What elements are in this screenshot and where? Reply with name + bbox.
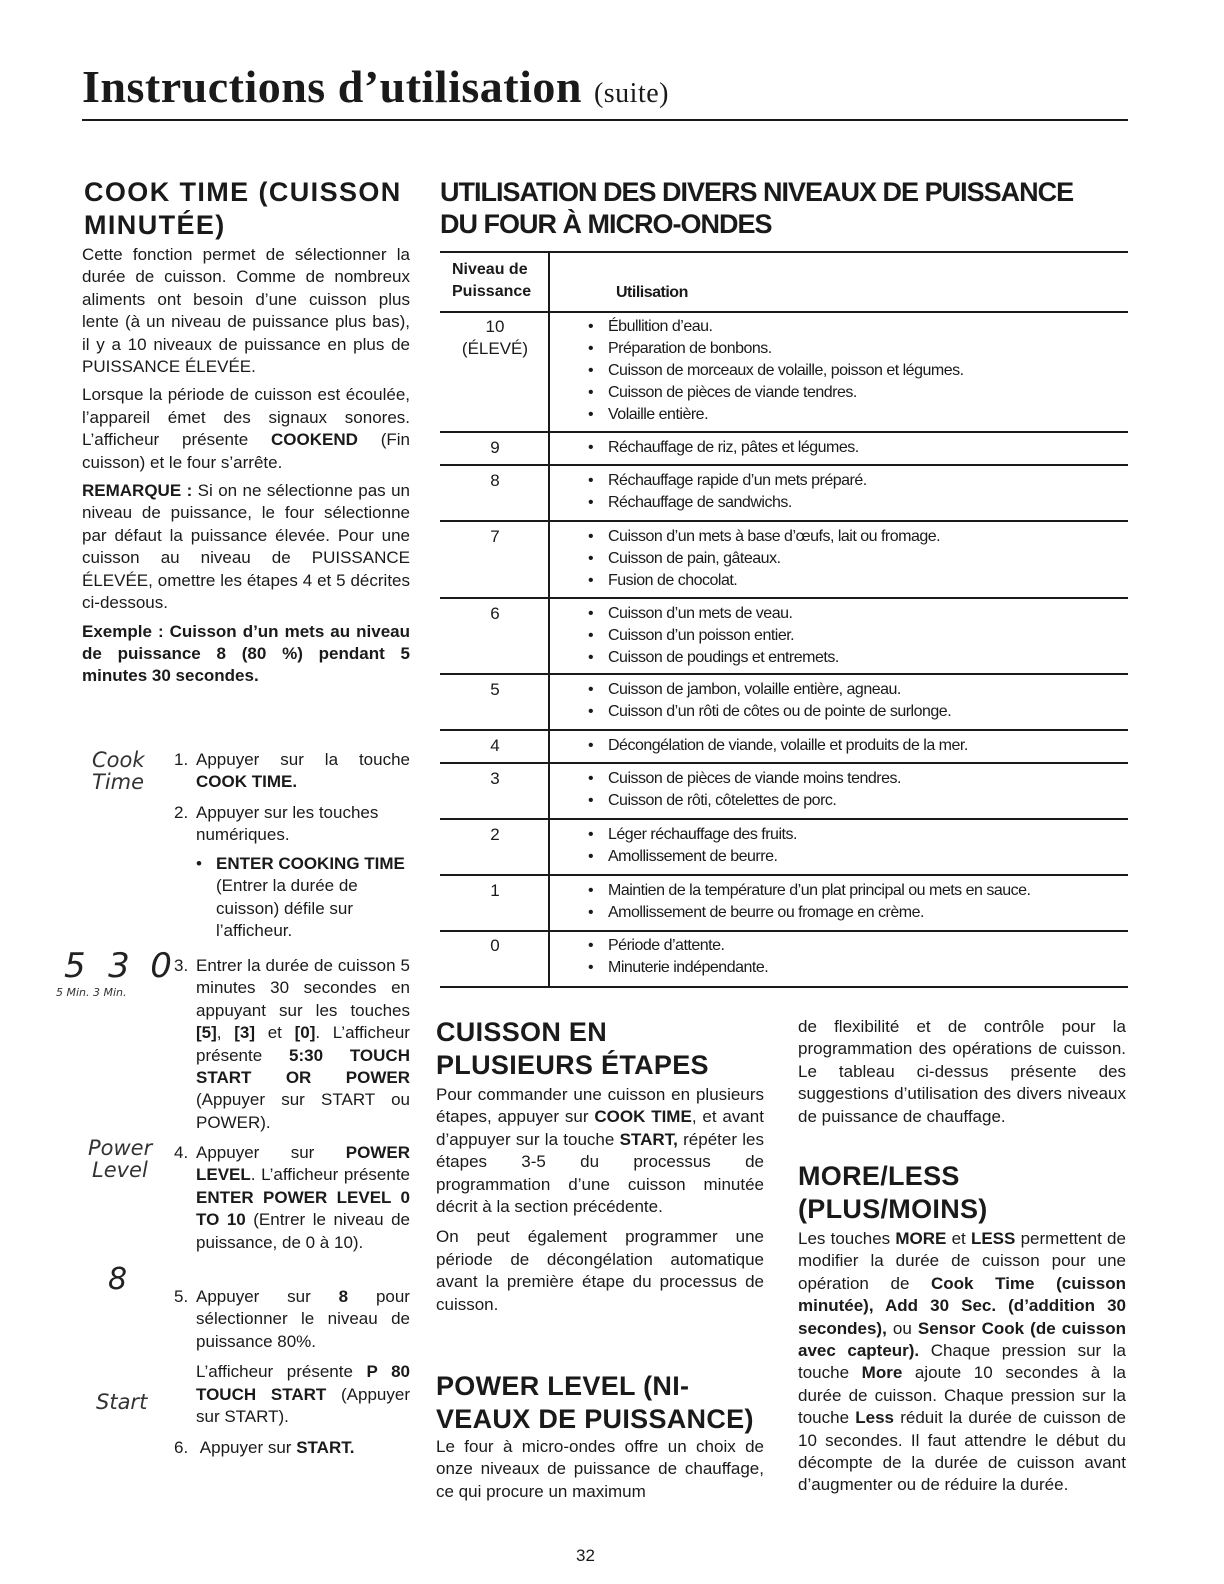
- key-5: [5]: [196, 1023, 217, 1043]
- step-3-num: 3.: [174, 956, 189, 975]
- digit-0: 0: [150, 946, 172, 986]
- key-0: [0]: [294, 1023, 316, 1043]
- step-5-after-a: L’afficheur présente: [196, 1362, 353, 1382]
- table-row-uses-8: [608, 470, 1128, 514]
- step-4-text-b: . L’afficheur présente: [250, 1165, 410, 1185]
- para2-bold: COOKEND: [270, 430, 358, 450]
- table-row-rule: [440, 597, 1128, 599]
- table-header-level-line2: Puissance: [452, 283, 532, 300]
- use-item: • Cuisson de rôti, côtelettes de porc.: [608, 790, 1128, 812]
- example-text: Exemple : Cuisson d’un mets au niveau de puissance 8 (80 %) pendant 5 minutes 30 secondes.: [82, 621, 410, 686]
- use-item: • Cuisson d’un poisson entier.: [608, 625, 1128, 647]
- cook-time-para1: Cette fonction permet de sélectionner la durée de cuisson. Comme de nombreux aliments ont besoin d’une cuisson plus lente (à un niveau de puissance plus bas), il y a 10 niveaux de puissance en plus de PUISSANCE ÉLEVÉE.: [82, 245, 410, 377]
- header-rule: [82, 119, 1128, 121]
- step-3: 3. Entrer la durée de cuisson 5 minutes 30 secondes en appuyant sur les touches [5], [3] et [0]. L’afficheur présente 5:30 TOUCH START OR POWER (Appuyer sur START ou POWER).: [174, 955, 410, 1134]
- ml-d: ajoute 10 secondes à la durée de cuisson. Chaque pression sur la touche: [798, 1363, 1126, 1428]
- table-row-rule: [440, 673, 1128, 675]
- table-row-uses-7: [608, 526, 1128, 592]
- table-row-level-6: 6: [490, 604, 500, 623]
- page-title-main: Instructions d’utilisation: [82, 61, 582, 112]
- use-item: • Préparation de bonbons.: [608, 338, 1128, 360]
- cook-time-heading-line2: MINUTÉE): [84, 210, 226, 240]
- more-less-heading-line2: (PLUS/MOINS): [798, 1194, 988, 1224]
- table-row-rule: [440, 930, 1128, 932]
- step-1: [174, 749, 410, 794]
- use-item: • Cuisson de pièces de viande tendres.: [608, 382, 1128, 404]
- use-item: • Cuisson d’un mets à base d’œufs, lait ou fromage.: [608, 526, 1128, 548]
- table-row-uses-3: [608, 768, 1128, 812]
- power-level-heading: [436, 1370, 776, 1436]
- table-row-rule: [440, 818, 1128, 820]
- step-2: [174, 802, 410, 942]
- power-level-p1-cont: de flexibilité et de contrôle pour la programmation des opérations de cuisson. Le tableau ci-dessus présente des suggestions d’utilisation des divers niveaux de puissance de chauffage.: [798, 1017, 1126, 1126]
- power-level-heading-line2: VEAUX DE PUISSANCE): [436, 1404, 754, 1434]
- ms-p1-b: , et avant d’appuyer sur la touche: [436, 1107, 764, 1149]
- multi-stage-p2: On peut également programmer une période de décongélation automatique avant la première étape du processus de cuisson.: [436, 1227, 764, 1314]
- use-item: • Réchauffage de riz, pâtes et légumes.: [608, 437, 1128, 459]
- step-2-text: Appuyer sur les touches numériques.: [196, 803, 379, 845]
- use-item: • Volaille entière.: [608, 404, 1128, 426]
- table-row-uses-0: [608, 935, 1128, 979]
- power-table-heading: [440, 176, 1130, 240]
- table-row-level-5: 5: [490, 680, 500, 699]
- cook-time-intro: [82, 244, 410, 688]
- key-3: [3]: [234, 1023, 255, 1043]
- step-5: [174, 1286, 410, 1428]
- remark-text: Si on ne sélectionne pas un niveau de puissance, le four sélectionne par défaut la puissance élevée. Pour une cuisson au niveau de PUISSANCE ÉLEVÉE, omettre les étapes 4 et 5 décrites ci-dessous.: [82, 481, 410, 613]
- ml-more2: More: [861, 1363, 903, 1383]
- multi-stage-p1: [436, 1084, 764, 1218]
- use-item: • Cuisson de morceaux de volaille, poisson et légumes.: [608, 360, 1128, 382]
- table-row-uses-5: [608, 679, 1128, 723]
- use-item: • Minuterie indépendante.: [608, 957, 1128, 979]
- use-item: • Cuisson de pièces de viande moins tendres.: [608, 768, 1128, 790]
- ml-less: LESS: [970, 1229, 1016, 1248]
- use-item: • Cuisson de poudings et entremets.: [608, 647, 1128, 669]
- step-1-num: 1.: [174, 750, 189, 769]
- level-10-sub: (ÉLEVÉ): [461, 339, 529, 358]
- digits-caption: 5 Min. 3 Min.: [56, 986, 127, 999]
- use-item: • Cuisson de jambon, volaille entière, agneau.: [608, 679, 1128, 701]
- use-item: • Cuisson de pain, gâteaux.: [608, 548, 1128, 570]
- side-key-digits: [64, 946, 172, 986]
- use-item: • Cuisson d’un mets de veau.: [608, 603, 1128, 625]
- ml-e: réduit la durée de cuisson de 10 secondes. Il faut attendre le début du décompte de la durée de cuisson avant d’augmenter ou de réduire la durée.: [798, 1408, 1126, 1495]
- table-row-uses-4: [608, 735, 1128, 757]
- table-row-level-8: 8: [490, 471, 500, 490]
- step-4-bold1: POWER LEVEL: [196, 1143, 410, 1185]
- table-row-uses-6: [608, 603, 1128, 669]
- use-item: • Fusion de chocolat.: [608, 570, 1128, 592]
- ml-a: Les touches: [798, 1229, 891, 1248]
- step-4-text-c: (Entrer le niveau de puissance, de 0 à 10).: [196, 1210, 410, 1252]
- para2-pre: Lorsque la période de cuisson est écoulée, l’appareil émet des signaux sonores. L’afficheur présente: [82, 385, 410, 450]
- use-item: • Réchauffage rapide d’un mets préparé.: [608, 470, 1128, 492]
- table-row-rule: [440, 464, 1128, 466]
- ms-p1-bold1: COOK TIME: [594, 1107, 692, 1127]
- table-row-uses-9: [608, 437, 1128, 459]
- table-row-uses-2: [608, 824, 1128, 868]
- side-key-power: Power: [88, 1136, 153, 1160]
- step-3-text-a: Entrer la durée de cuisson 5 minutes 30 secondes en appuyant sur les touches: [196, 956, 410, 1020]
- page-title: [82, 61, 669, 112]
- table-row-level-10: [440, 316, 550, 360]
- step-4-bold2: ENTER POWER LEVEL 0 TO 10: [196, 1187, 410, 1230]
- table-row-level-1: 1: [490, 881, 500, 900]
- table-header-rule: [440, 311, 1128, 313]
- ms-p1-bold2: START,: [619, 1129, 678, 1149]
- ml-c: Chaque pression sur la touche: [798, 1341, 1126, 1383]
- table-row-uses-10: [608, 316, 1128, 426]
- step-3-bold: 5:30 TOUCH START OR POWER: [196, 1045, 410, 1088]
- multi-stage-heading-line2: PLUSIEURS ÉTAPES: [436, 1050, 709, 1080]
- step-6: [174, 1437, 410, 1459]
- multi-stage-heading: [436, 1016, 776, 1082]
- ml-et: et: [951, 1229, 966, 1248]
- side-key-cook: Cook: [92, 748, 145, 772]
- table-row-rule: [440, 874, 1128, 876]
- table-row-rule: [440, 762, 1128, 764]
- para2-post: (Fin cuisson) et le four s’arrête.: [82, 430, 410, 472]
- ml-ou: ou: [892, 1318, 912, 1338]
- step-1-bold: COOK TIME.: [196, 772, 298, 792]
- multi-stage-heading-line1: CUISSON EN: [436, 1017, 608, 1047]
- power-table-heading-line1: UTILISATION DES DIVERS NIVEAUX DE PUISSANCE: [440, 177, 1074, 207]
- power-table-heading-line2: DU FOUR À MICRO-ONDES: [440, 209, 772, 239]
- table-header-level: [452, 259, 531, 303]
- step-5-after: [196, 1361, 410, 1428]
- cook-time-heading-line1: COOK TIME (CUISSON: [84, 177, 402, 207]
- use-item: • Amollissement de beurre ou fromage en crème.: [608, 902, 1128, 924]
- use-item: • Décongélation de viande, volaille et produits de la mer.: [608, 735, 1128, 757]
- step-5-after-b: (Appuyer sur START).: [196, 1384, 410, 1427]
- power-level-p1: Le four à micro-ondes offre un choix de onze niveaux de puissance de chauffage, ce qui procure un maximum: [436, 1437, 764, 1501]
- step-5-text-a: Appuyer sur: [196, 1287, 311, 1306]
- table-row-level-7: 7: [490, 527, 500, 546]
- step-3-text-c: (Appuyer sur START ou POWER).: [196, 1090, 410, 1132]
- cook-time-example: [82, 621, 410, 688]
- side-key-level: Level: [92, 1158, 148, 1182]
- table-bottom-rule: [440, 986, 1128, 988]
- step-3-text-b: L’afficheur présente: [196, 1023, 410, 1065]
- remark-label: REMARQUE :: [82, 481, 193, 501]
- side-key-start: Start: [96, 1390, 148, 1414]
- table-top-rule: [440, 251, 1128, 253]
- step-4-num: 4.: [174, 1143, 189, 1162]
- page-title-suite: (suite): [593, 78, 669, 109]
- use-item: • Ébullition d’eau.: [608, 316, 1128, 338]
- multi-stage-body: [436, 1084, 764, 1316]
- digit-3: 3: [108, 946, 130, 986]
- cook-time-para2: [82, 384, 410, 474]
- side-key-time: Time: [92, 770, 145, 794]
- side-key-eight: 8: [108, 1262, 128, 1297]
- step-5-after-bold: P 80 TOUCH START: [196, 1362, 410, 1404]
- table-row-level-9: 9: [490, 438, 500, 457]
- step-5-num: 5.: [174, 1287, 189, 1306]
- table-row-rule: [440, 520, 1128, 522]
- more-less-heading: [798, 1160, 1128, 1226]
- step-4: [174, 1142, 410, 1254]
- table-header-level-line1: Niveau de: [452, 261, 528, 278]
- table-row-level-4: 4: [490, 736, 500, 755]
- step-5-bold: 8: [338, 1287, 349, 1306]
- more-less-heading-line1: MORE/LESS: [798, 1161, 960, 1191]
- use-item: • Cuisson d’un rôti de côtes ou de pointe de surlonge.: [608, 701, 1128, 723]
- step-6-text: Appuyer sur: [199, 1438, 292, 1457]
- use-item: • Léger réchauffage des fruits.: [608, 824, 1128, 846]
- table-row-level-0: 0: [490, 936, 500, 955]
- step-2-num: 2.: [174, 803, 189, 822]
- table-row-uses-1: [608, 880, 1128, 924]
- step-6-bold: START.: [296, 1438, 355, 1457]
- ms-p1-a: Pour commander une cuisson en plusieurs étapes, appuyer sur: [436, 1085, 764, 1127]
- table-row-rule: [440, 729, 1128, 731]
- step-1-text: Appuyer sur la touche: [196, 750, 410, 769]
- ml-b: permettent de modifier la durée de cuisson pour une opération de: [798, 1229, 1126, 1293]
- use-item: • Période d’attente.: [608, 935, 1128, 957]
- more-less-body: [798, 1228, 1126, 1497]
- use-item: • Amollissement de beurre.: [608, 846, 1128, 868]
- ml-less2: Less: [855, 1408, 895, 1428]
- table-row-level-3: 3: [490, 769, 500, 788]
- table-row-level-2: 2: [490, 825, 500, 844]
- ml-bold1: Cook Time (cuisson minutée), Add 30 Sec. (d’addition 30 secondes),: [798, 1273, 1126, 1338]
- cook-time-remark: [82, 480, 410, 614]
- cook-time-heading: [84, 176, 414, 242]
- table-header-use: Utilisation: [616, 284, 688, 301]
- ml-bold2: Sensor Cook (de cuisson avec capteur).: [798, 1318, 1126, 1361]
- use-item: • Maintien de la température d’un plat principal ou mets en sauce.: [608, 880, 1128, 902]
- digit-5: 5: [64, 946, 86, 986]
- step-5-text-b: pour sélectionner le niveau de puissance 80%.: [196, 1287, 410, 1351]
- ms-p1-c: répéter les étapes 3-5 du processus de programmation d’une cuisson minutée décrit à la section précédente.: [436, 1129, 764, 1217]
- step-2-bullet-bold: ENTER COOKING TIME: [216, 853, 405, 873]
- ml-more: MORE: [895, 1229, 947, 1248]
- power-level-heading-line1: POWER LEVEL (NI-: [436, 1371, 690, 1401]
- step-3-and: et: [267, 1023, 282, 1043]
- page-number: 32: [576, 1546, 595, 1565]
- use-item: • Réchauffage de sandwichs.: [608, 492, 1128, 514]
- step-2-bullet-text: (Entrer la durée de cuisson) défile sur l’afficheur.: [216, 876, 358, 941]
- step-4-text-a: Appuyer sur: [196, 1143, 315, 1162]
- table-row-rule: [440, 431, 1128, 433]
- level-10-num: 10: [485, 317, 505, 336]
- step-2-bullet: • ENTER COOKING TIME (Entrer la durée de cuisson) défile sur l’afficheur.: [196, 853, 405, 941]
- step-6-num: 6.: [174, 1438, 189, 1457]
